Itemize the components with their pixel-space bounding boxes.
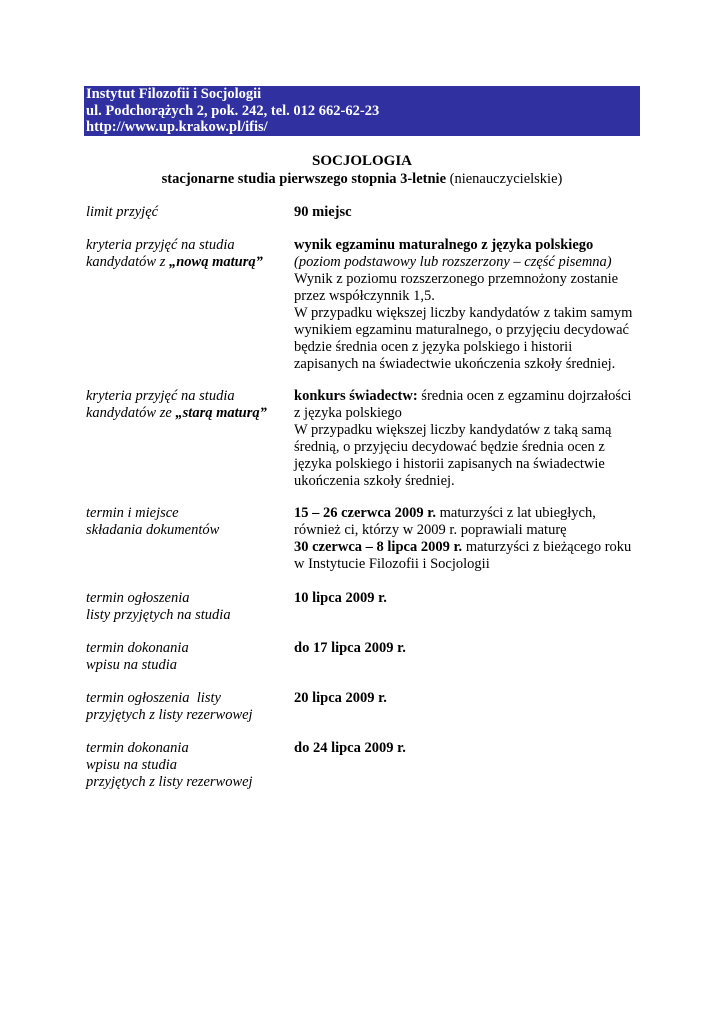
limit-value: 90 miejsc xyxy=(294,204,352,220)
announce-label: termin ogłoszenia listy przyjętych na studia xyxy=(86,590,231,623)
reserve-announce-date: 20 lipca 2009 r. xyxy=(294,690,387,706)
institute-header xyxy=(84,86,640,136)
institute-name: Instytut Filozofii i Socjologii xyxy=(86,86,262,102)
program-type: stacjonarne studia pierwszego stopnia 3-letnie xyxy=(161,171,446,187)
announce-date: 10 lipca 2009 r. xyxy=(294,590,387,606)
old-matura-criteria: konkurs świadectw: średnia ocen z egzaminu dojrzałości z języka polskiego W przypadku większej liczby kandydatów z taką samą średnią, o przyjęciu decydować będzie średnia ocen z języka polskiego i historii zapisanych na świadectwie ukończenia szkoły średniej. xyxy=(294,388,632,489)
institute-address: ul. Podchorążych 2, pok. 242, tel. 012 662-62-23 xyxy=(86,102,380,119)
new-matura-criteria: wynik egzaminu maturalnego z języka polskiego (poziom podstawowy lub rozszerzony – część pisemna) Wynik z poziomu rozszerzonego przemnożony zostanie przez współczynnik 1,5. W przypadku większej liczby kandydatów z takim samym wynikiem egzaminu maturalnego, o przyjęciu decydować będzie średnia ocen z języka polskiego i historii zapisanych na świadectwie ukończenia szkoły średniej. xyxy=(294,237,646,373)
enroll-label: termin dokonania wpisu na studia xyxy=(86,640,189,673)
new-matura-level: (poziom podstawowy lub rozszerzony – część pisemna) xyxy=(294,254,612,270)
documents-label: termin i miejsce składania dokumentów xyxy=(86,505,220,538)
new-matura-label: kryteria przyjęć na studia kandydatów z „nową maturą” xyxy=(86,237,263,270)
documents-dates: 15 – 26 czerwca 2009 r. maturzyści z lat ubiegłych, również ci, którzy w 2009 r. poprawiali maturę 30 czerwca – 8 lipca 2009 r. maturzyści z bieżącego roku w Instytucie Filozofii i Socjologii xyxy=(294,505,632,572)
institute-url: http://www.up.krakow.pl/ifis/ xyxy=(86,119,268,135)
reserve-enroll-date: do 24 lipca 2009 r. xyxy=(294,740,406,756)
limit-label: limit przyjęć xyxy=(86,204,159,220)
new-matura-main: wynik egzaminu maturalnego z języka polskiego xyxy=(294,237,594,253)
program-name: SOCJOLOGIA xyxy=(311,153,413,169)
enroll-date: do 17 lipca 2009 r. xyxy=(294,640,406,656)
program-title xyxy=(84,152,640,188)
reserve-announce-label: termin ogłoszenia listy przyjętych z listy rezerwowej xyxy=(86,690,253,723)
old-matura-label: kryteria przyjęć na studia kandydatów ze „starą maturą” xyxy=(86,388,267,421)
program-subtitle xyxy=(84,170,640,188)
reserve-enroll-label: termin dokonania wpisu na studia przyjętych z listy rezerwowej xyxy=(86,740,253,790)
program-note: (nienauczycielskie) xyxy=(446,171,563,187)
